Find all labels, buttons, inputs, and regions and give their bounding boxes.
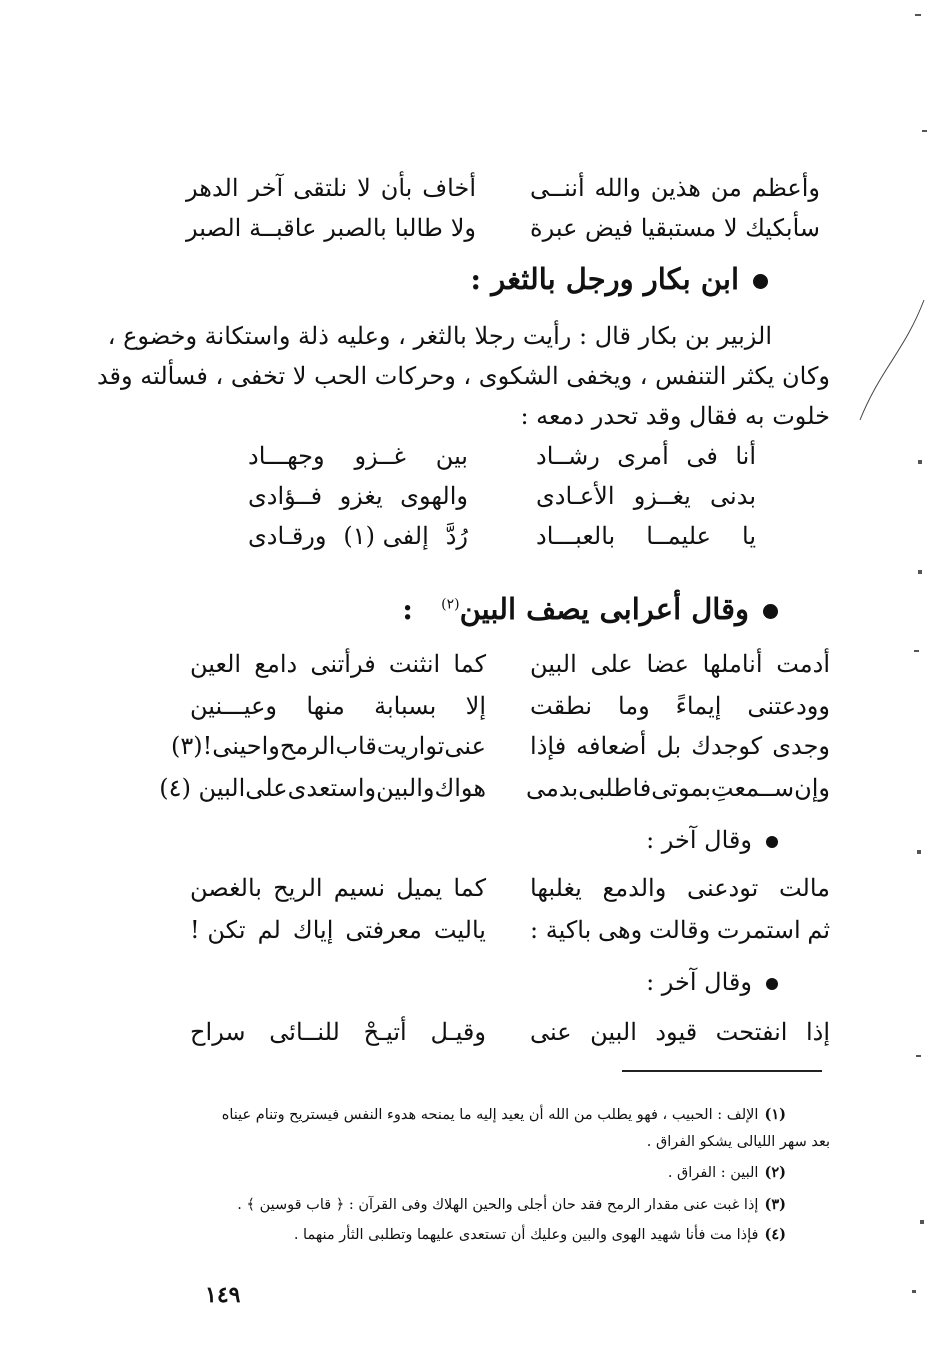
word: سأبكيك — [745, 214, 820, 242]
word: وقيـل — [430, 1018, 486, 1046]
word: من — [710, 174, 742, 202]
word: أنا — [735, 442, 756, 470]
word: معرفتى — [345, 916, 422, 944]
verse-right-hemistich — [530, 652, 830, 676]
verse-line — [171, 732, 830, 762]
verse-left-hemistich — [190, 1020, 486, 1044]
verse-left-hemistich — [186, 216, 476, 240]
word: تواريت — [376, 732, 445, 760]
word: قيود — [655, 1018, 698, 1046]
word: العين — [190, 650, 242, 678]
verse-line — [248, 444, 756, 472]
footnote-text: فإذا مت فأنا شهيد الهوى والبين وعليك أن تستعدى عليهما وتطلبى الثأر منهما . — [293, 1227, 759, 1243]
word: سراح — [190, 1018, 246, 1046]
footnote-marker: (٢) — [441, 596, 460, 613]
section-heading — [646, 968, 778, 996]
word: عنى — [444, 732, 486, 760]
word: أناملها — [702, 650, 763, 678]
verse-left-hemistich — [248, 524, 468, 548]
word: عاقبــة — [249, 214, 317, 242]
word: بموتى — [651, 774, 711, 802]
bullet-icon — [753, 274, 768, 289]
verse-left-hemistich — [171, 732, 486, 760]
word: وجهـــاد — [248, 442, 325, 470]
verse-right-hemistich — [530, 876, 830, 900]
word: إذا — [805, 1018, 830, 1046]
footnote — [222, 1106, 786, 1123]
verse-left-hemistich — [186, 176, 476, 200]
footnote-number: (١) — [764, 1106, 786, 1123]
footnote-number: (٤) — [764, 1226, 786, 1243]
word: والدمع — [602, 874, 667, 902]
word: مالت — [778, 874, 830, 902]
word: ورقـادى — [248, 522, 327, 550]
word: إلا — [465, 692, 486, 720]
verse-line — [190, 876, 830, 904]
footnote — [237, 1196, 786, 1213]
verse-line — [190, 652, 830, 680]
footnote-number: (٣) — [764, 1196, 786, 1213]
word: يغلبها — [530, 874, 582, 902]
word: على — [590, 650, 633, 678]
word: على — [245, 774, 288, 802]
footnote-number: (٢) — [764, 1164, 786, 1181]
footnote — [647, 1134, 830, 1150]
footnote-text: البين : الفراق . — [667, 1165, 759, 1181]
verse-right-hemistich — [530, 918, 830, 942]
footnote-divider — [622, 1070, 822, 1072]
word: ســمعتِ — [710, 774, 795, 802]
verse-right-hemistich — [526, 774, 830, 802]
word: يميل — [396, 874, 443, 902]
word: استمرت — [716, 916, 801, 944]
word: فاطلبى — [578, 774, 652, 802]
word: أمرى — [617, 442, 669, 470]
verse-right-hemistich — [530, 734, 830, 758]
word: بأن — [380, 174, 413, 202]
word: للنــائى — [269, 1018, 340, 1046]
verse-line — [190, 694, 830, 722]
word: والبين — [376, 774, 435, 802]
word: أتيـحْ — [363, 1018, 407, 1046]
word: دامع — [254, 650, 298, 678]
word: آخر — [248, 174, 284, 202]
word: البين — [590, 1018, 637, 1046]
word: غــزو — [354, 442, 406, 470]
bullet-icon — [766, 978, 778, 990]
word: نطقت — [530, 692, 593, 720]
word: إياك — [292, 916, 334, 944]
word: وودعتنى — [747, 692, 830, 720]
word: بل — [656, 732, 682, 760]
word: بدمى — [526, 774, 579, 802]
word: والله — [594, 174, 641, 202]
verse-right-hemistich — [530, 176, 820, 200]
word: بالصبر — [324, 214, 387, 242]
verse-line — [190, 1020, 830, 1048]
verse-right-hemistich — [536, 524, 756, 548]
word: بالغصن — [190, 874, 262, 902]
word: يغزو — [339, 482, 383, 510]
word: وأعظم — [751, 174, 820, 202]
word: إيماءً — [675, 692, 722, 720]
verse-right-hemistich — [530, 1020, 830, 1044]
word: منها — [306, 692, 345, 720]
verse-left-hemistich — [190, 652, 486, 676]
word: وإن — [794, 774, 830, 802]
verse-right-hemistich — [530, 694, 830, 718]
word: الأعـادى — [536, 482, 615, 510]
verse-left-hemistich — [159, 774, 486, 802]
word: نسيم — [333, 874, 386, 902]
word: واستعدى — [287, 774, 377, 802]
word: أدمت — [776, 650, 830, 678]
word: تكن ! — [190, 916, 246, 944]
heading-text: وقال آخر : — [646, 826, 752, 854]
verse-line — [190, 918, 830, 946]
word: الريح — [273, 874, 323, 902]
word: الدهر — [186, 174, 239, 202]
word: الصبر — [186, 214, 242, 242]
word: رشــاد — [536, 442, 600, 470]
word: عضا — [646, 650, 689, 678]
word: فــؤادى — [248, 482, 323, 510]
word: واحينى!(٣) — [171, 732, 280, 760]
bullet-icon — [763, 604, 778, 619]
word: البين — [530, 650, 577, 678]
word: نلتقى — [293, 174, 348, 202]
verse-line — [186, 176, 820, 204]
word: انفتحت — [715, 1018, 788, 1046]
word: ولا — [450, 214, 476, 242]
section-heading — [470, 262, 768, 296]
word: عبرة — [530, 214, 578, 242]
footnote-text: إذا غبت عنى مقدار الرمح فقد حان أجلى والحين الهلاك وفى القرآن : ﴿ قاب قوسين ﴾ . — [237, 1197, 759, 1213]
word: أضعافه — [576, 732, 647, 760]
word: بدنى — [710, 482, 756, 510]
word: هذين — [650, 174, 701, 202]
word: فرأتنى — [310, 650, 376, 678]
word: عليمــا — [646, 522, 711, 550]
word: وهى — [597, 916, 643, 944]
word: لا — [723, 214, 738, 242]
word: فيض — [585, 214, 634, 242]
verse-line — [159, 774, 830, 804]
verse-left-hemistich — [248, 444, 468, 468]
word: وما — [617, 692, 650, 720]
word: كوجدك — [691, 732, 763, 760]
word: والهوى — [400, 482, 468, 510]
word: يغــزو — [633, 482, 691, 510]
word: ثم — [807, 916, 830, 944]
verse-left-hemistich — [190, 694, 486, 718]
word: ياليت — [433, 916, 486, 944]
word: باكية : — [530, 916, 592, 944]
word: أننــى — [530, 174, 585, 202]
word: لا — [357, 174, 371, 202]
word: بالعبـــاد — [536, 522, 616, 550]
word: رُدَّ — [445, 522, 468, 550]
word: فإذا — [530, 732, 567, 760]
word: وعيـــنين — [190, 692, 278, 720]
word: هواك — [434, 774, 486, 802]
bullet-icon — [766, 836, 778, 848]
prose-line: خلوت به فقال وقد تحدر دمعه : — [520, 402, 830, 430]
word: يا — [742, 522, 756, 550]
word: طالبا — [394, 214, 443, 242]
footnote — [294, 1226, 786, 1243]
word: إلفى (١) — [343, 522, 429, 550]
word: عنى — [530, 1018, 572, 1046]
word: وقالت — [648, 916, 711, 944]
page-number: ١٤٩ — [205, 1282, 241, 1308]
heading-text: وقال أعرابى يصف البين — [459, 592, 749, 626]
footnote — [668, 1164, 786, 1181]
verse-left-hemistich — [248, 484, 468, 508]
verse-left-hemistich — [190, 918, 486, 942]
word: بين — [435, 442, 468, 470]
verse-line — [248, 484, 756, 512]
word: قاب — [335, 732, 377, 760]
prose-line: الزبير بن بكار قال : رأيت رجلا بالثغر ، وعليه ذلة واستكانة وخضوع ، — [107, 322, 772, 350]
word: لم — [257, 916, 281, 944]
verse-left-hemistich — [190, 876, 486, 900]
word: كما — [453, 874, 486, 902]
word: تودعنى — [686, 874, 759, 902]
heading-colon: : — [402, 592, 413, 626]
heading-text: ابن بكار ورجل بالثغر : — [470, 262, 739, 296]
word: أخاف — [422, 174, 476, 202]
footnote-text: الإلف : الحبيب ، فهو يطلب من الله أن يعيد إليه ما يمنحه هدوء النفس فيستريح وتنام عيناه — [221, 1107, 759, 1123]
word: بسبابة — [374, 692, 437, 720]
word: الرمح — [279, 732, 336, 760]
section-heading — [646, 826, 778, 854]
section-heading — [402, 592, 778, 626]
prose-line: وكان يكثر التنفس ، ويخفى الشكوى ، وحركات الحب لا تخفى ، فسألته وقد — [96, 362, 830, 390]
verse-line — [186, 216, 820, 244]
word: انثنت — [388, 650, 441, 678]
word: فى — [686, 442, 718, 470]
word: وجدى — [772, 732, 830, 760]
footnote-text: بعد سهر الليالى يشكو الفراق . — [646, 1134, 830, 1150]
verse-right-hemistich — [536, 484, 756, 508]
word: كما — [453, 650, 486, 678]
verse-line — [248, 524, 756, 552]
verse-right-hemistich — [536, 444, 756, 468]
word: البين (٤) — [159, 774, 246, 802]
verse-right-hemistich — [530, 216, 820, 240]
heading-text: وقال آخر : — [646, 968, 752, 996]
word: مستبقيا — [640, 214, 717, 242]
